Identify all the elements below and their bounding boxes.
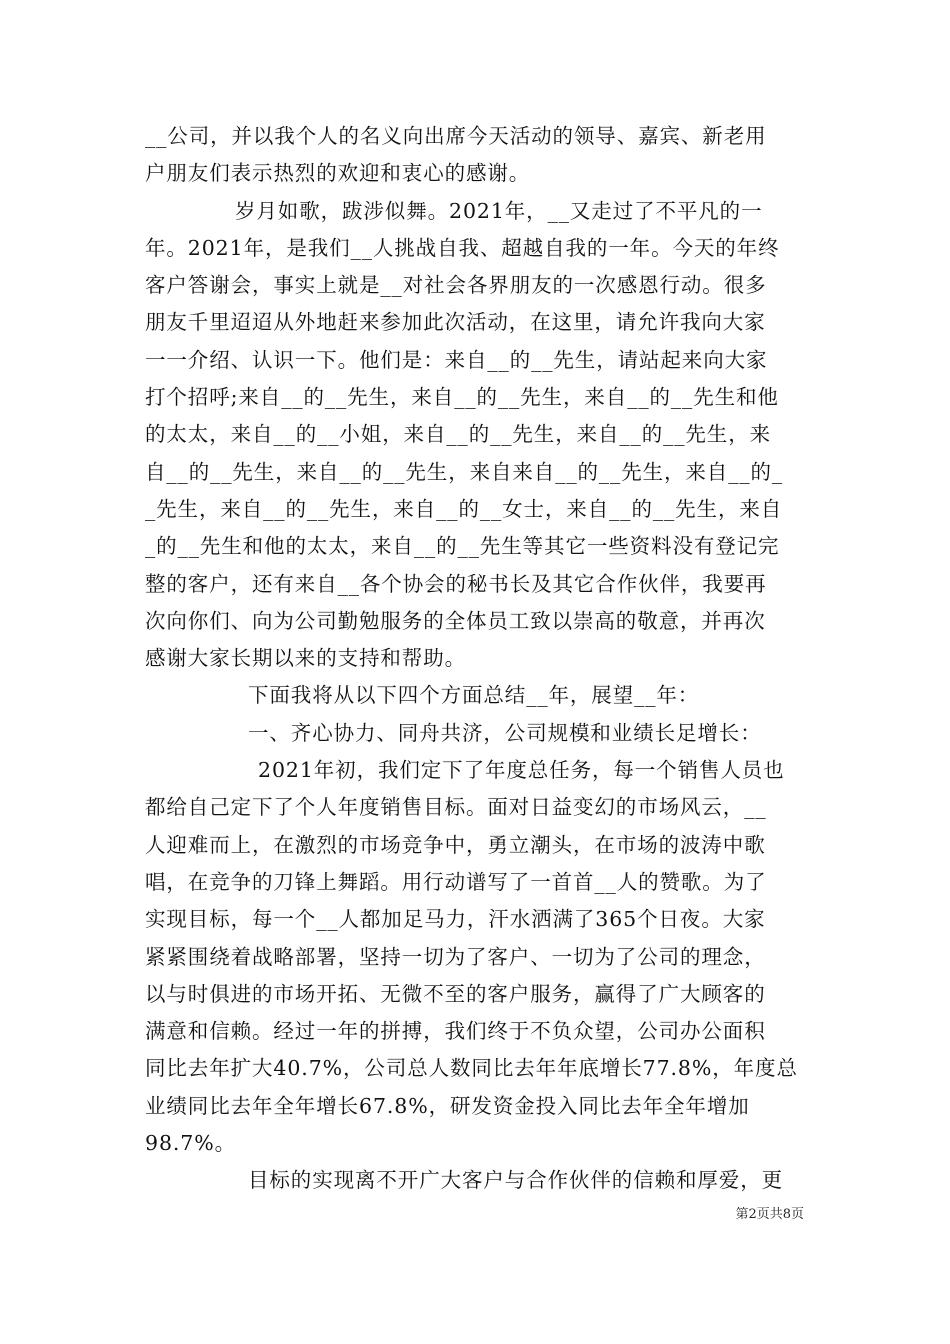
text-line: __公司，并以我个人的名义向出席今天活动的领导、嘉宾、新老用 bbox=[145, 124, 767, 148]
text-line: 次向你们、向为公司勤勉服务的全体员工致以崇高的敬意，并再次 bbox=[145, 608, 766, 633]
text-line: 同比去年扩大40.7%，公司总人数同比去年年底增长77.8%，年度总 bbox=[145, 1056, 798, 1081]
text-line: 紧紧围绕着战略部署，坚持一切为了客户、一切为了公司的理念， bbox=[145, 944, 766, 969]
text-line: _的__先生和他的太太，来自__的__先生等其它一些资料没有登记完 bbox=[145, 534, 780, 559]
text-line: 下面我将从以下四个方面总结__年，展望__年： bbox=[248, 683, 700, 708]
text-line: 户朋友们表示热烈的欢迎和衷心的感谢。 bbox=[145, 161, 531, 186]
text-line: 感谢大家长期以来的支持和帮助。 bbox=[145, 646, 466, 671]
text-line: 2021年初，我们定下了年度总任务，每一个销售人员也 bbox=[258, 758, 785, 783]
text-line: 岁月如歌，跋涉似舞。2021年，__又走过了不平凡的一 bbox=[235, 198, 763, 223]
text-line: 自__的__先生，来自__的__先生，来自来自__的__先生，来自__的_ bbox=[145, 459, 784, 484]
text-line: 实现目标，每一个__人都加足马力，汗水洒满了365个日夜。大家 bbox=[145, 907, 766, 932]
text-line: 整的客户，还有来自__各个协会的秘书长及其它合作伙伴，我要再 bbox=[145, 571, 767, 596]
text-line: 唱，在竞争的刀锋上舞蹈。用行动谱写了一首首__人的赞歌。为了 bbox=[145, 869, 767, 894]
text-line: 业绩同比去年全年增长67.8%，研发资金投入同比去年全年增加 bbox=[145, 1093, 750, 1118]
text-line: 一一介绍、认识一下。他们是：来自__的__先生，请站起来向大家 bbox=[145, 347, 768, 372]
text-line: 年。2021年，是我们__人挑战自我、超越自我的一年。今天的年终 bbox=[145, 235, 780, 260]
text-line: 都给自己定下了个人年度销售目标。面对日益变幻的市场风云，__ bbox=[145, 795, 767, 820]
text-line: 人迎难而上，在激烈的市场竞争中，勇立潮头，在市场的波涛中歌 bbox=[145, 832, 766, 857]
text-line: 以与时俱进的市场开拓、无微不至的客户服务，赢得了广大顾客的 bbox=[145, 981, 766, 1006]
text-line: 目标的实现离不开广大客户与合作伙伴的信赖和厚爱，更 bbox=[248, 1168, 783, 1193]
document-body bbox=[145, 118, 811, 1200]
text-line: 的太太，来自__的__小姐，来自__的__先生，来自__的__先生，来 bbox=[145, 422, 771, 447]
text-line: _先生，来自__的__先生，来自__的__女士，来自__的__先生，来自 bbox=[145, 496, 783, 521]
text-line: 98.7%。 bbox=[145, 1131, 237, 1156]
text-line: 打个招呼;来自__的__先生，来自__的__先生，来自__的__先生和他 bbox=[145, 385, 779, 410]
text-line: 朋友千里迢迢从外地赶来参加此次活动，在这里，请允许我向大家 bbox=[145, 310, 766, 335]
text-line: 满意和信赖。经过一年的拼搏，我们终于不负众望，公司办公面积 bbox=[145, 1019, 766, 1044]
page-number: 第2页共8页 bbox=[735, 1207, 804, 1222]
text-line: 一、齐心协力、同舟共济，公司规模和业绩长足增长： bbox=[248, 720, 762, 745]
text-line: 客户答谢会，事实上就是__对社会各界朋友的一次感恩行动。很多 bbox=[145, 273, 767, 298]
